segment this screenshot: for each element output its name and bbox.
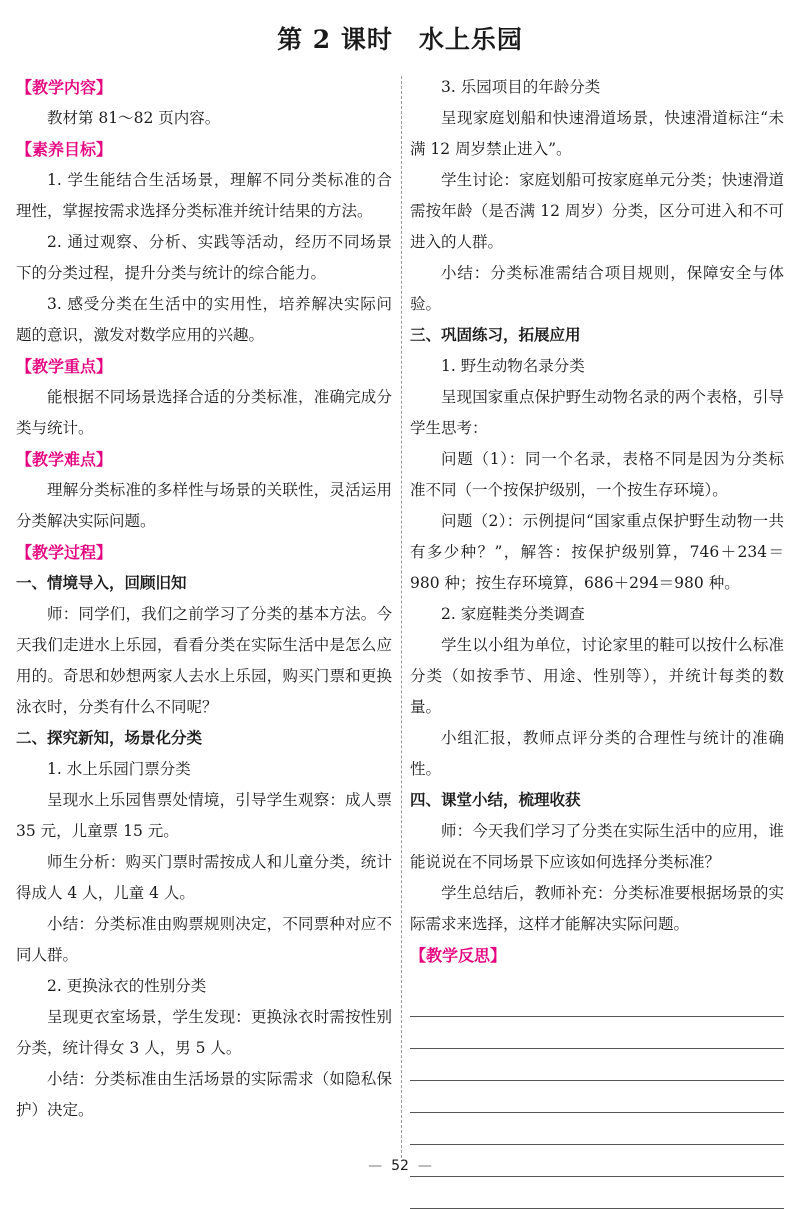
section-2-item-1-title: 1. 水上乐园门票分类: [47, 760, 191, 778]
reflection-line: [410, 1081, 784, 1113]
section-3-item-2-para-2: 小组汇报，教师点评分类的合理性与统计的准确性。: [410, 729, 784, 778]
section-3-item-1-para-2: 问题（1）：同一个名录，表格不同是因为分类标准不同（一个按保护级别，一个按生存环境）。: [410, 450, 784, 499]
section-3-item-2-para-1: 学生以小组为单位，讨论家里的鞋可以按什么标准分类（如按季节、用途、性别等），并统计每类的数量。: [410, 636, 784, 716]
section-4-heading: 四、课堂小结，梳理收获: [410, 791, 581, 809]
footer-dash-left: —: [368, 1158, 383, 1174]
section-4-para-1: 师：今天我们学习了分类在实际生活中的应用，谁能说说在不同场景下应该如何选择分类标准？: [410, 822, 784, 871]
goal-2: 2. 通过观察、分析、实践等活动，经历不同场景下的分类过程，提升分类与统计的综合能力。: [16, 233, 392, 282]
left-column: [16, 72, 392, 1126]
page-footer: [0, 1158, 800, 1174]
reflection-line: [410, 1017, 784, 1049]
section-1-heading: 一、情境导入，回顾旧知: [16, 574, 187, 592]
difficult-points-text: 理解分类标准的多样性与场景的关联性，灵活运用分类解决实际问题。: [16, 481, 392, 530]
key-points-heading: 【教学重点】: [16, 357, 113, 376]
goals-heading: 【素养目标】: [16, 140, 113, 159]
section-2-item-1-para-1: 呈现水上乐园售票处情境，引导学生观察：成人票 35 元，儿童票 15 元。: [16, 791, 392, 840]
right-column: [410, 72, 784, 1209]
page-number: 52: [391, 1158, 409, 1174]
difficult-points-heading: 【教学难点】: [16, 450, 113, 469]
section-2-item-3-para-3: 小结：分类标准需结合项目规则，保障安全与体验。: [410, 264, 784, 313]
section-2-item-3-para-1: 呈现家庭划船和快速滑道场景，快速滑道标注“未满 12 周岁禁止进入”。: [410, 109, 784, 158]
section-2-item-1-para-2: 师生分析：购买门票时需按成人和儿童分类，统计得成人 4 人，儿童 4 人。: [16, 853, 392, 902]
process-heading: 【教学过程】: [16, 543, 113, 562]
footer-dash-right: —: [417, 1158, 432, 1174]
reflection-heading: 【教学反思】: [410, 946, 507, 965]
section-3-heading: 三、巩固练习，拓展应用: [410, 326, 581, 344]
section-2-item-2-para-2: 小结：分类标准由生活场景的实际需求（如隐私保护）决定。: [16, 1070, 392, 1119]
column-divider: [401, 76, 402, 1158]
section-1-text: 师：同学们，我们之前学习了分类的基本方法。今天我们走进水上乐园，看看分类在实际生活中是怎么应用的。奇思和妙想两家人去水上乐园，购买门票和更换泳衣时，分类有什么不同呢？: [16, 605, 392, 716]
section-3-item-2-title: 2. 家庭鞋类分类调查: [441, 605, 585, 623]
section-4-para-2: 学生总结后，教师补充：分类标准要根据场景的实际需求来选择，这样才能解决实际问题。: [410, 884, 784, 933]
section-2-item-1-para-3: 小结：分类标准由购票规则决定，不同票种对应不同人群。: [16, 915, 392, 964]
section-2-item-2-title: 2. 更换泳衣的性别分类: [47, 977, 207, 995]
section-3-item-1-para-1: 呈现国家重点保护野生动物名录的两个表格，引导学生思考：: [410, 388, 784, 437]
reflection-line: [410, 1049, 784, 1081]
section-2-item-3-title: 3. 乐园项目的年龄分类: [441, 78, 601, 96]
reflection-line: [410, 1113, 784, 1145]
teaching-content-text: 教材第 81～82 页内容。: [47, 109, 221, 127]
teaching-content-heading: 【教学内容】: [16, 78, 113, 97]
section-3-item-1-title: 1. 野生动物名录分类: [441, 357, 585, 375]
key-points-text: 能根据不同场景选择合适的分类标准，准确完成分类与统计。: [16, 388, 392, 437]
reflection-line: [410, 985, 784, 1017]
reflection-line: [410, 1177, 784, 1209]
section-2-item-3-para-2: 学生讨论：家庭划船可按家庭单元分类；快速滑道需按年龄（是否满 12 周岁）分类，区分可进入和不可进入的人群。: [410, 171, 784, 251]
section-3-item-1-para-3: 问题（2）：示例提问“国家重点保护野生动物一共有多少种？”，解答：按保护级别算，746＋234＝980 种；按生存环境算，686＋294＝980 种。: [410, 512, 784, 592]
lesson-title: 第 2 课时 水上乐园: [277, 25, 523, 54]
reflection-writing-area[interactable]: [410, 985, 784, 1209]
goal-3: 3. 感受分类在生活中的实用性，培养解决实际问题的意识，激发对数学应用的兴趣。: [16, 295, 392, 344]
section-2-item-2-para-1: 呈现更衣室场景，学生发现：更换泳衣时需按性别分类，统计得女 3 人，男 5 人。: [16, 1008, 392, 1057]
section-2-heading: 二、探究新知，场景化分类: [16, 729, 203, 747]
goal-1: 1. 学生能结合生活场景，理解不同分类标准的合理性，掌握按需求选择分类标准并统计结果的方法。: [16, 171, 392, 220]
